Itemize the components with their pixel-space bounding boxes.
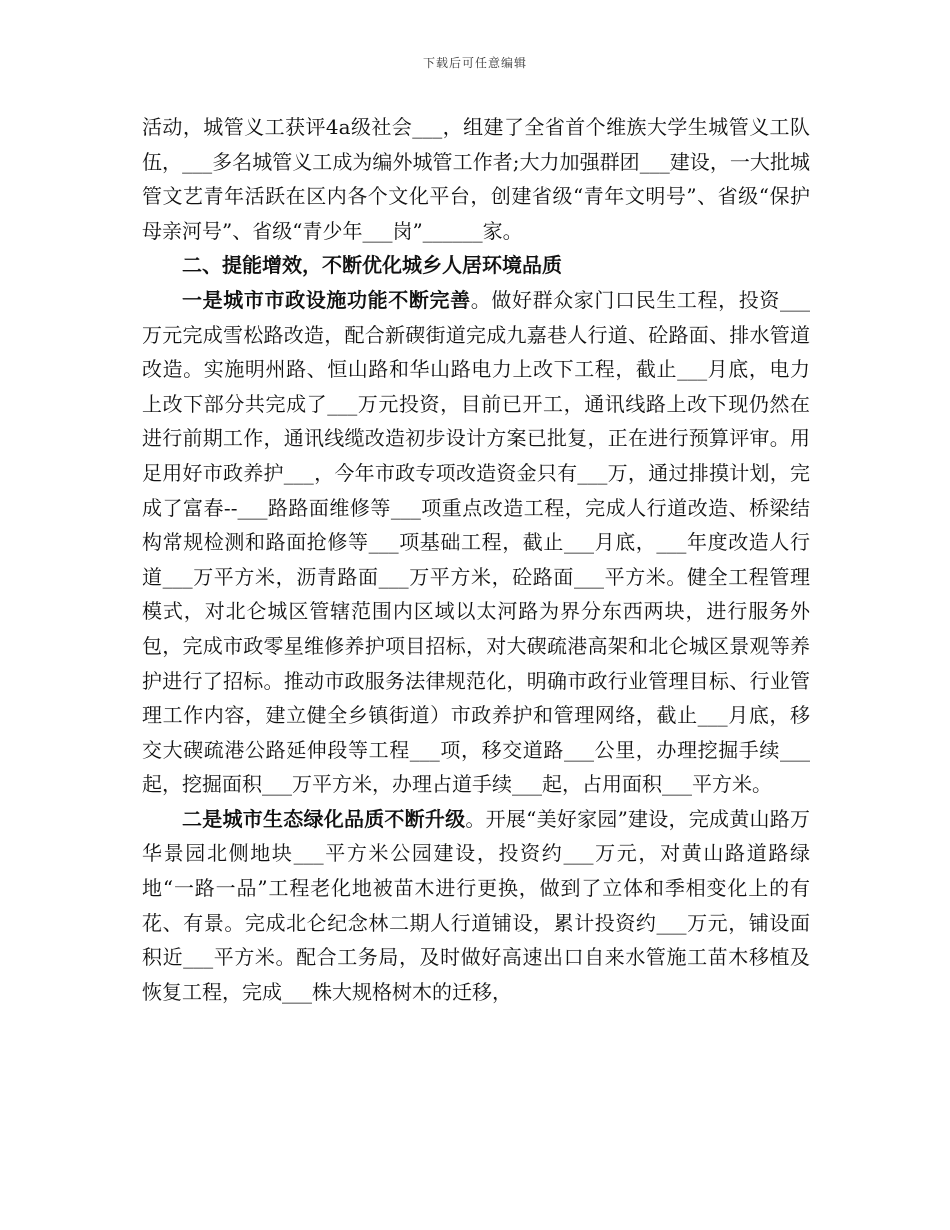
paragraph-body-greening: 。开展“美好家园”建设，完成黄山路万华景园北侧地块___平方米公园建设，投资约___万元，对黄山路道路绿地“一路一品”工程老化地被苗木进行更换，做到了立体和季相变化上的有花、有景。完成北仑纪念林二期人行道铺设，累计投资约___万元，铺设面积近___平方米。配合工务局，及时做好高速出口自来水管施工苗木移植及恢复工程，完成___株大规格树木的迁移， bbox=[142, 806, 811, 1004]
paragraph-body-municipal: 。做好群众家门口民生工程，投资___万元完成雪松路改造，配合新碶街道完成九嘉巷人行道、砼路面、排水管道改造。实施明州路、恒山路和华山路电力上改下工程，截止___月底，电力上改下部分共完成了___万元投资，目前已开工，通讯线路上改下现仍然在进行前期工作，通讯线缆改造初步设计方案已批复，正在进行预算评审。用足用好市政养护___，今年市政专项改造资金只有___万，通过排摸计划，完成了富春--___路路面维修等___项重点改造工程，完成人行道改造、桥梁结构常规检测和路面抢修等___项基础工程，截止___月底，___年度改造人行道___万平方米，沥青路面___万平方米，砼路面___平方米。健全工程管理模式，对北仑城区管辖范围内区域以太河路为界分东西两块，进行服务外包，完成市政零星维修养护项目招标，对大碶疏港高架和北仑城区景观等养护进行了招标。推动市政服务法律规范化，明确市政行业管理目标、行业管理工作内容，建立健全乡镇街道）市政养护和管理网络，截止___月底，移交大碶疏港公路延伸段等工程___项，移交道路___公里，办理挖掘手续___起，挖掘面积___万平方米，办理占道手续___起，占用面积___平方米。 bbox=[142, 287, 811, 797]
paragraph-lead-municipal: 一是城市市政设施功能不断完善 bbox=[182, 287, 471, 312]
section-heading: 二、提能增效，不断优化城乡人居环境品质 bbox=[182, 253, 562, 278]
paragraph-municipal-facilities bbox=[142, 283, 810, 802]
paragraph-greening-quality bbox=[142, 802, 810, 1010]
document-body bbox=[142, 110, 810, 1009]
paragraph-lead-greening: 二是城市生态绿化品质不断升级 bbox=[182, 806, 466, 831]
paragraph-volunteer-activities: 活动，城管义工获评4a级社会___，组建了全省首个维族大学生城管义工队伍，___多名城管义工成为编外城管工作者;大力加强群团___建设，一大批城管文艺青年活跃在区内各个文化平台，创建省级“青年文明号”、省级“保护母亲河号”、省级“青少年___岗”______家。 bbox=[142, 115, 810, 243]
page-header: 下载后可任意编辑 bbox=[422, 56, 527, 70]
